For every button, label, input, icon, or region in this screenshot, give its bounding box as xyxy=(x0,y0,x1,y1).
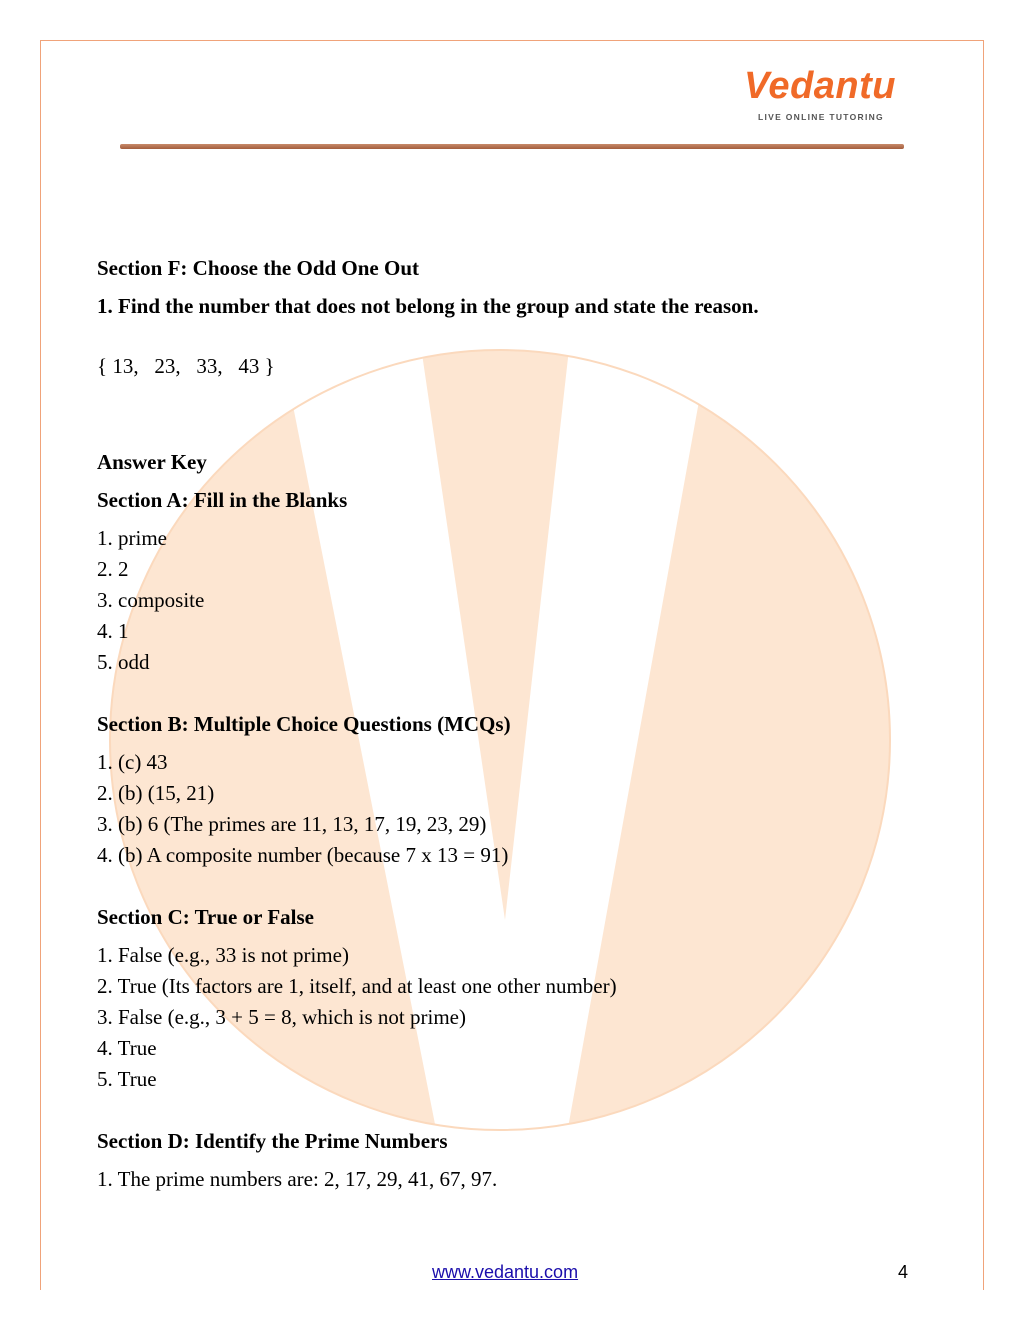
section-f-set: { 13, 23, 33, 43 } xyxy=(97,354,275,378)
section-a-item: 2. 2 xyxy=(97,557,129,581)
answer-key-title: Answer Key xyxy=(97,450,207,474)
logo-word: Vedantu xyxy=(744,65,896,107)
section-b-item: 2. (b) (15, 21) xyxy=(97,781,215,805)
section-f-title: Section F: Choose the Odd One Out xyxy=(97,256,420,280)
section-f-question: 1. Find the number that does not belong in the group and state the reason. xyxy=(97,294,759,318)
section-d-title: Section D: Identify the Prime Numbers xyxy=(97,1129,448,1153)
section-a-item: 5. odd xyxy=(97,650,150,674)
page-content xyxy=(97,254,917,1196)
section-a-item: 3. composite xyxy=(97,588,205,612)
section-a-title: Section A: Fill in the Blanks xyxy=(97,488,348,512)
section-c-item: 4. True xyxy=(97,1036,157,1060)
section-c-item: 3. False (e.g., 3 + 5 = 8, which is not prime) xyxy=(97,1005,466,1029)
section-a-item: 1. prime xyxy=(97,526,167,550)
section-d-item: 1. The prime numbers are: 2, 17, 29, 41, 67, 97. xyxy=(97,1167,498,1191)
vedantu-logo xyxy=(744,66,904,126)
section-c-item: 1. False (e.g., 33 is not prime) xyxy=(97,943,349,967)
header-divider xyxy=(120,144,904,149)
section-b-item: 3. (b) 6 (The primes are 11, 13, 17, 19, 23, 29) xyxy=(97,812,487,836)
section-b-title: Section B: Multiple Choice Questions (MCQs) xyxy=(97,712,511,736)
section-c-item: 5. True xyxy=(97,1067,157,1091)
section-a-item: 4. 1 xyxy=(97,619,129,643)
section-c-item: 2. True (Its factors are 1, itself, and at least one other number) xyxy=(97,974,617,998)
vedantu-website-link[interactable]: www.vedantu.com xyxy=(432,1262,579,1282)
section-c-title: Section C: True or False xyxy=(97,905,314,929)
section-b-item: 4. (b) A composite number (because 7 x 13 = 91) xyxy=(97,843,509,867)
page-number: 4 xyxy=(898,1262,909,1282)
section-b-item: 1. (c) 43 xyxy=(97,750,168,774)
logo-tagline: LIVE ONLINE TUTORING xyxy=(758,112,884,122)
